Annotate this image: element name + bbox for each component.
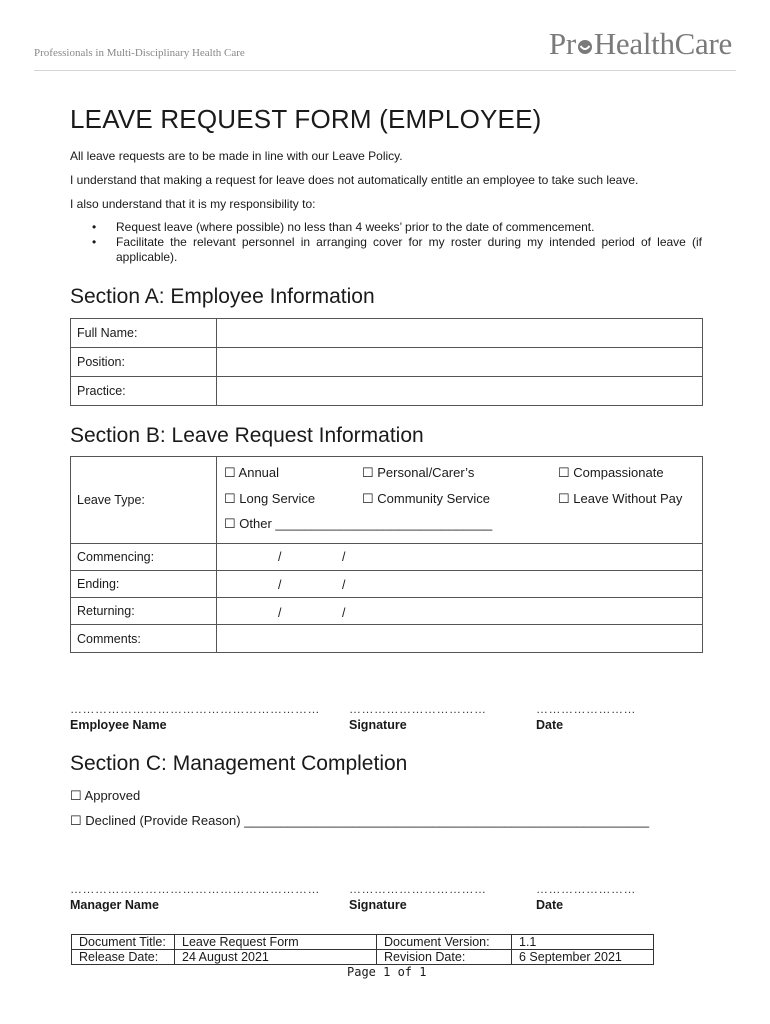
comments-label: Comments: — [71, 625, 217, 653]
table-row — [71, 377, 703, 406]
returning-label: Returning: — [71, 598, 217, 625]
doc-version-value: 1.1 — [512, 935, 654, 950]
approved-checkbox[interactable]: ☐ Approved — [70, 788, 141, 803]
full-name-field[interactable] — [217, 319, 703, 348]
ending-label: Ending: — [71, 571, 217, 598]
smile-logo-icon — [577, 37, 593, 55]
employee-signature-line[interactable]: …………………………… — [349, 702, 487, 716]
employee-info-table — [70, 318, 703, 406]
date-separator: / — [342, 606, 346, 620]
compassionate-checkbox[interactable]: ☐ Compassionate — [558, 465, 664, 480]
form-title: LEAVE REQUEST FORM (EMPLOYEE) — [70, 104, 542, 134]
manager-signature-line[interactable]: …………………………… — [349, 882, 487, 896]
document-control-table — [71, 934, 654, 965]
position-label: Position: — [71, 348, 217, 377]
bullet-icon: • — [92, 235, 97, 249]
logo-text-end: HealthCare — [593, 26, 732, 61]
doc-version-label: Document Version: — [377, 935, 512, 950]
page-number: Page 1 of 1 — [347, 965, 427, 979]
employee-date-line[interactable]: …………………… — [536, 702, 636, 716]
responsibility-list — [70, 220, 702, 265]
manager-signature-label: Signature — [349, 898, 407, 912]
manager-date-label: Date — [536, 898, 564, 912]
personal-carers-checkbox[interactable]: ☐ Personal/Carer’s — [362, 465, 475, 480]
list-item-text: Facilitate the relevant personnel in arranging cover for my roster during my intended period of leave (if applicable). — [116, 235, 702, 264]
other-checkbox[interactable]: ☐ Other ______________________________ — [224, 516, 493, 531]
revision-date-label: Revision Date: — [377, 950, 512, 965]
manager-date-line[interactable]: …………………… — [536, 882, 636, 896]
list-item-text: Request leave (where possible) no less than 4 weeks’ prior to the date of commencement. — [116, 220, 595, 234]
community-service-checkbox[interactable]: ☐ Community Service — [362, 491, 490, 506]
practice-label: Practice: — [71, 377, 217, 406]
table-row — [71, 544, 703, 571]
position-field[interactable] — [217, 348, 703, 377]
intro-paragraph-3: I also understand that it is my responsibility to: — [70, 197, 316, 211]
doc-title-label: Document Title: — [72, 935, 175, 950]
release-date-label: Release Date: — [72, 950, 175, 965]
doc-title-value: Leave Request Form — [175, 935, 377, 950]
table-row — [72, 950, 654, 965]
page-header — [34, 26, 736, 71]
commencing-date-field[interactable] — [217, 544, 703, 571]
table-row — [71, 319, 703, 348]
annual-checkbox[interactable]: ☐ Annual — [224, 465, 280, 480]
date-separator: / — [278, 550, 282, 564]
intro-paragraph-1: All leave requests are to be made in line with our Leave Policy. — [70, 149, 403, 163]
leave-without-pay-checkbox[interactable]: ☐ Leave Without Pay — [558, 491, 683, 506]
intro-paragraph-2: I understand that making a request for leave does not automatically entitle an employee to take such leave. — [70, 173, 639, 187]
returning-date-field[interactable] — [217, 598, 703, 625]
table-row — [71, 348, 703, 377]
employee-name-label: Employee Name — [70, 718, 167, 732]
manager-name-line[interactable]: …………………………………………………… — [70, 882, 320, 896]
section-b-heading: Section B: Leave Request Information — [70, 424, 424, 447]
table-row — [72, 935, 654, 950]
table-row — [71, 625, 703, 653]
date-separator: / — [342, 578, 346, 592]
practice-field[interactable] — [217, 377, 703, 406]
declined-checkbox[interactable]: ☐ Declined (Provide Reason) ________________________________________________________ — [70, 813, 650, 828]
table-row — [71, 571, 703, 598]
full-name-label: Full Name: — [71, 319, 217, 348]
revision-date-value: 6 September 2021 — [512, 950, 654, 965]
company-logo — [549, 26, 732, 62]
leave-request-table — [70, 456, 703, 653]
ending-date-field[interactable] — [217, 571, 703, 598]
logo-text-start: Pr — [548, 26, 576, 61]
section-c-heading: Section C: Management Completion — [70, 752, 408, 775]
section-a-heading: Section A: Employee Information — [70, 285, 375, 308]
header-tagline: Professionals in Multi-Disciplinary Health Care — [34, 47, 245, 59]
table-row — [71, 598, 703, 625]
date-separator: / — [278, 606, 282, 620]
employee-date-label: Date — [536, 718, 564, 732]
manager-name-label: Manager Name — [70, 898, 159, 912]
commencing-label: Commencing: — [71, 544, 217, 571]
list-item — [70, 220, 702, 235]
comments-field[interactable] — [217, 625, 703, 653]
list-item — [70, 235, 702, 265]
long-service-checkbox[interactable]: ☐ Long Service — [224, 491, 316, 506]
leave-type-label: Leave Type: — [71, 457, 217, 544]
bullet-icon: • — [92, 220, 97, 234]
date-separator: / — [278, 578, 282, 592]
employee-signature-label: Signature — [349, 718, 407, 732]
employee-name-line[interactable]: …………………………………………………… — [70, 702, 320, 716]
release-date-value: 24 August 2021 — [175, 950, 377, 965]
date-separator: / — [342, 550, 346, 564]
